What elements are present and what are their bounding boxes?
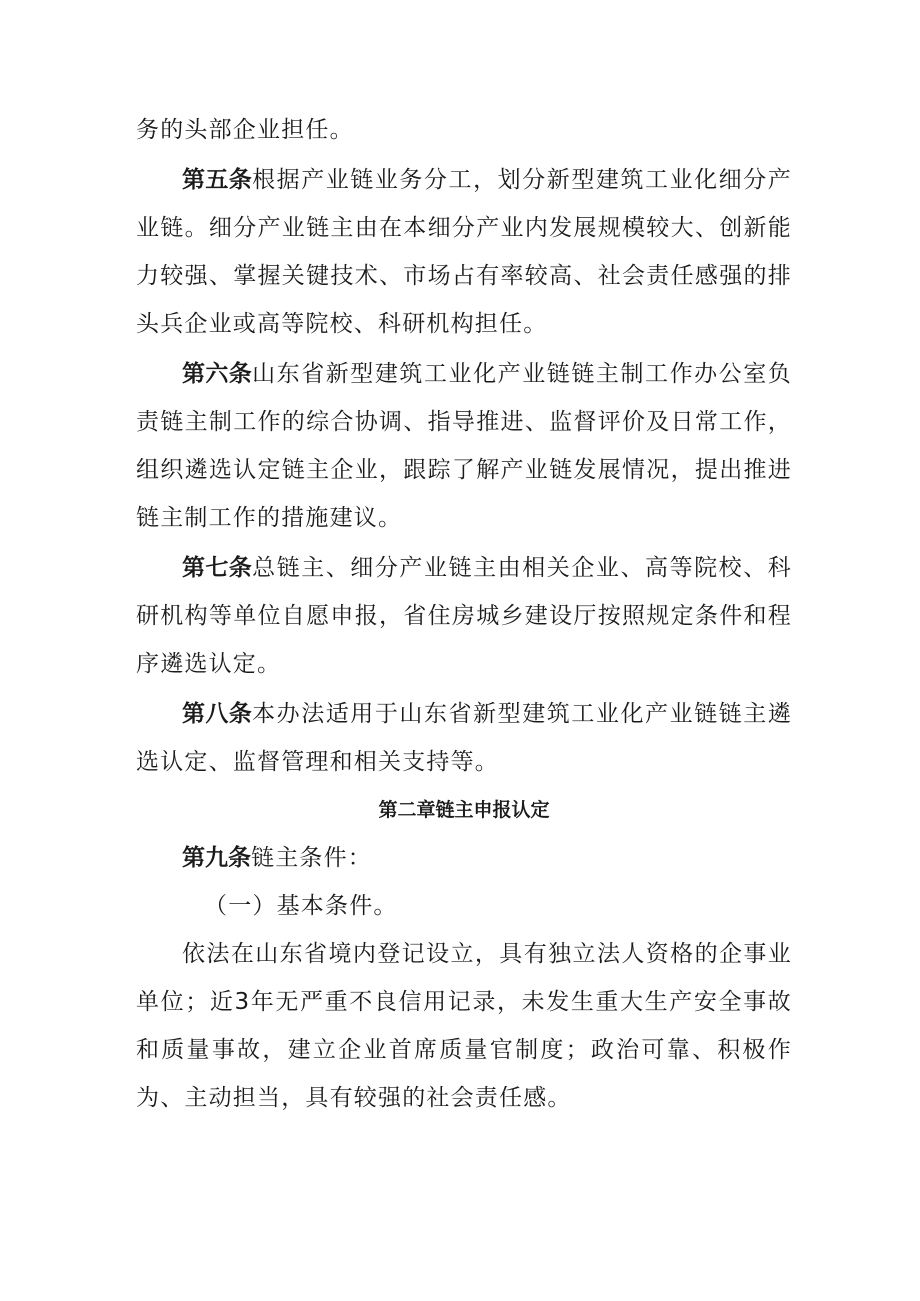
- paragraph-text: 务的头部企业担任。: [136, 117, 354, 143]
- article-7: [136, 544, 792, 688]
- article-8: [136, 690, 792, 786]
- paragraph-continuation: [136, 106, 792, 154]
- article-label: 第九条: [182, 845, 251, 871]
- list-item-basic-conditions: （一）基本条件。: [204, 893, 398, 919]
- article-9: [136, 834, 792, 882]
- article-text: 本办法适用于山东省新型建筑工业化产业链链主遴选认定、监督管理和相关支持等。: [136, 701, 792, 775]
- article-label: 第八条: [182, 701, 253, 727]
- article-text: 根据产业链业务分工，划分新型建筑工业化细分产业链。细分产业链主由在本细分产业内发展规模较大、创新能力较强、掌握关键技术、市场占有率较高、社会责任感强的排头兵企业或高等院校、科研机构担任。: [136, 167, 792, 337]
- article-6: [136, 350, 792, 542]
- article-text: 链主条件：: [251, 845, 372, 871]
- document-page: [136, 106, 792, 1122]
- paragraph-text: 依法在山东省境内登记设立，具有独立法人资格的企事业单位；近3年无严重不良信用记录，未发生重大生产安全事故和质量事故，建立企业首席质量官制度；政治可靠、积极作为、主动担当，具有较强的社会责任感。: [136, 941, 792, 1111]
- article-label: 第五条: [182, 167, 253, 193]
- article-label: 第六条: [182, 361, 253, 387]
- article-label: 第七条: [182, 555, 253, 581]
- article-5: [136, 156, 792, 348]
- article-text: 总链主、细分产业链主由相关企业、高等院校、科研机构等单位自愿申报，省住房城乡建设厅按照规定条件和程序遴选认定。: [136, 555, 792, 677]
- article-text: 山东省新型建筑工业化产业链链主制工作办公室负责链主制工作的综合协调、指导推进、监督评价及日常工作，组织遴选认定链主企业，跟踪了解产业链发展情况，提出推进链主制工作的措施建议。: [136, 361, 792, 531]
- chapter-heading: 第二章链主申报认定: [378, 799, 550, 821]
- paragraph-basic-conditions: [136, 930, 792, 1122]
